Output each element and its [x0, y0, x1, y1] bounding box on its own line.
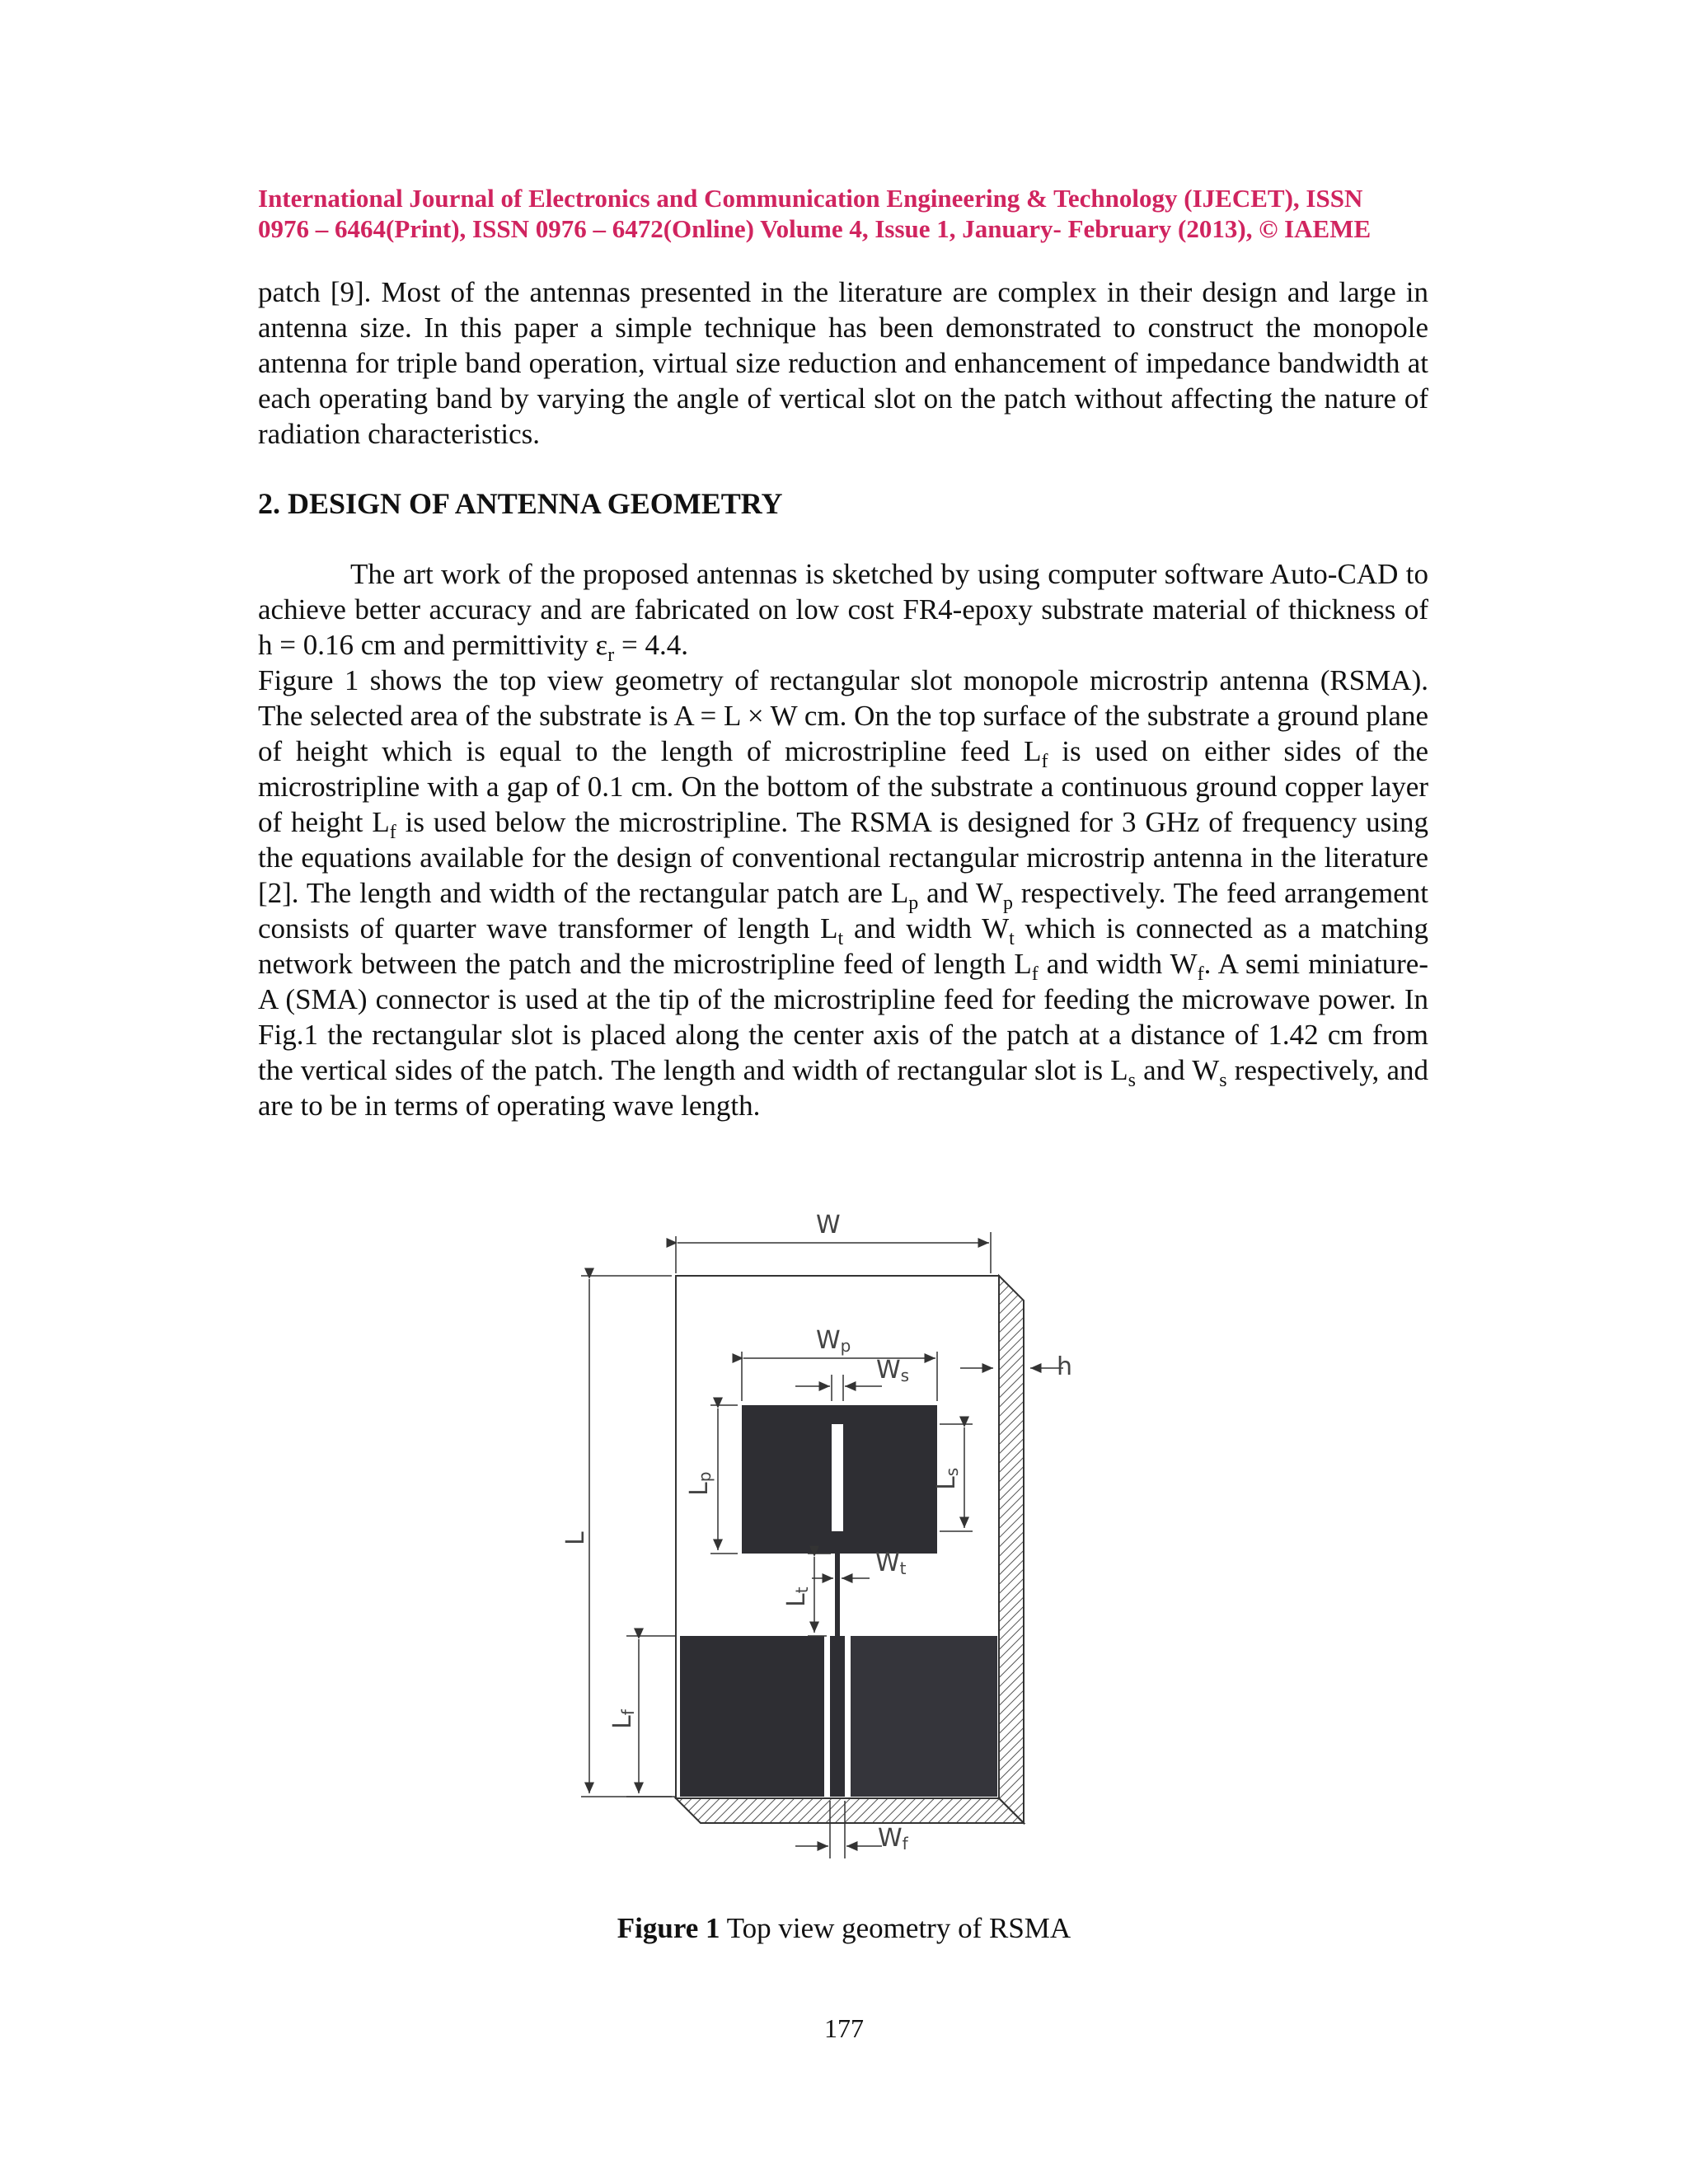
paragraph-figure-description: Figure 1 shows the top view geometry of rectangular slot monopole microstrip antenna (RSMA). The selected area of the substrate is A = L × W cm. On the top surface of the substrate a ground plane of height which is equal to the length of microstripline feed $L_f$ is used on either sides of the microstripline with a gap of 0.1 cm. On the bottom of the substrate a continuous ground copper layer of height $L_f$ is used below the microstripline. The RSMA is designed for 3 GHz of frequency using the equations available for the design of conventional rectangular microstrip antenna in the literature [2]. The length and width of the rectangular patch are $L_p$ and $W_p$ respectively. The feed arrangement consists of quarter wave transformer of length $L_t$ and width $W_t$ which is connected as a matching network between the patch and the microstripline feed of length $L_f$ and width $W_f$. A semi miniature-A (SMA) connector is used at the tip of the microstripline feed for feeding the microwave power. In Fig.1 the rectangular slot is placed along the center axis of the patch at a distance of 1.42 cm from the vertical sides of the patch. The length and width of rectangular slot is $L_s$ and $W_s$ respectively, and are to be in terms of operating wave length. — [258, 664, 1429, 1122]
antenna-geometry-figure — [561, 1211, 1080, 1863]
paragraph-intro-continued: patch [9]. Most of the antennas presented in the literature are complex in their design and large in antenna size. In this paper a simple technique has been demonstrated to construct the monopole antenna for triple band operation, virtual size reduction and enhancement of impedance bandwidth at each operating band by varying the angle of vertical slot on the patch without affecting the nature of radiation characteristics. — [258, 276, 1428, 450]
page-number: 177 — [824, 2013, 864, 2043]
label-Ls: Ls — [932, 1467, 962, 1490]
label-Lt: Lt — [782, 1586, 812, 1607]
ground-plane-right — [851, 1636, 997, 1797]
section-heading: 2. DESIGN OF ANTENNA GEOMETRY — [258, 487, 783, 520]
label-h: h — [1057, 1352, 1073, 1381]
label-W: W — [816, 1211, 841, 1240]
paragraph-artwork: The art work of the proposed antennas is sketched by using computer software Auto-CAD to achieve better accuracy and are fabricated on low cost FR4-epoxy substrate material of thickness of h = 0.16 cm and permittivity $\varepsilon_r = 4.4$. — [258, 558, 1428, 666]
rectangular-slot — [832, 1424, 843, 1531]
journal-header — [258, 183, 1428, 244]
label-L: L — [561, 1531, 590, 1545]
figure-caption: Figure 1 Top view geometry of RSMA — [617, 1912, 1071, 1944]
label-Lf: Lf — [608, 1709, 638, 1729]
ground-plane-left — [680, 1636, 824, 1797]
design-section-body — [258, 556, 1428, 1123]
label-Lp: Lp — [685, 1471, 715, 1496]
journal-header-line-1: International Journal of Electronics and Communication Engineering & Technology (IJECET), ISSN — [258, 184, 1363, 213]
label-Wf: Wf — [878, 1824, 908, 1854]
quarter-wave-transformer — [835, 1554, 840, 1636]
label-Wp: Wp — [816, 1326, 851, 1356]
label-Wt: Wt — [875, 1549, 907, 1578]
label-Ws: Ws — [876, 1356, 910, 1385]
microstripline-feed — [830, 1636, 845, 1797]
journal-header-line-2: 0976 – 6464(Print), ISSN 0976 – 6472(Online) Volume 4, Issue 1, January- February (2013), © IAEME — [258, 214, 1372, 243]
